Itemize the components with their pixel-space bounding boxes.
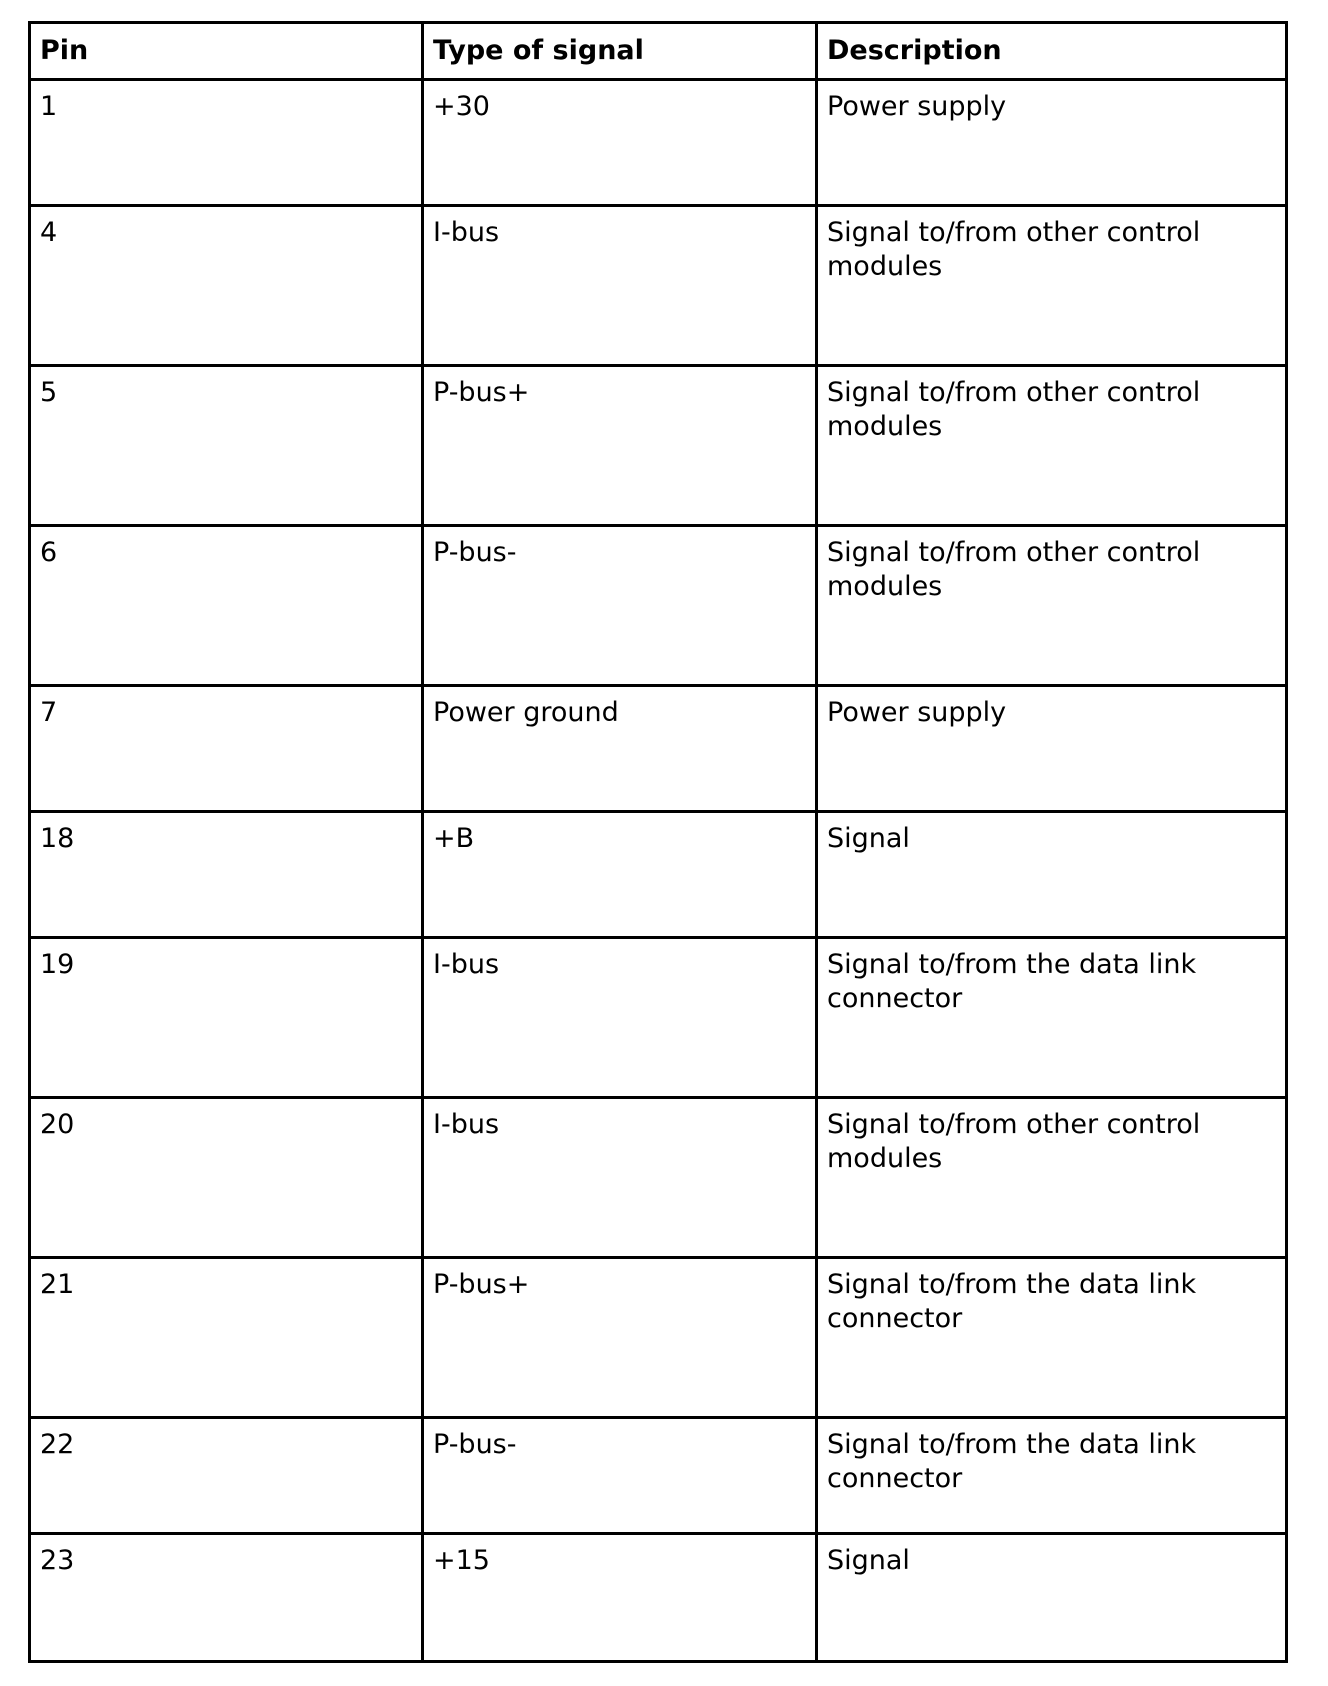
table-header: [30, 23, 1287, 80]
table-row: [30, 80, 1287, 206]
header-row: [30, 23, 1287, 80]
description-cell: Signal to/from other control modules: [817, 526, 1287, 686]
pin-cell: 20: [30, 1098, 423, 1258]
header-type-of-signal: Type of signal: [423, 23, 817, 80]
table-row: [30, 1534, 1287, 1662]
pin-cell: 5: [30, 366, 423, 526]
pin-cell: 18: [30, 812, 423, 938]
signal-type-cell: P-bus-: [423, 526, 817, 686]
pin-cell: 19: [30, 938, 423, 1098]
description-cell: Signal: [817, 1534, 1287, 1662]
signal-type-cell: +B: [423, 812, 817, 938]
description-cell: Signal to/from the data link connector: [817, 938, 1287, 1098]
description-cell: Signal: [817, 812, 1287, 938]
signal-type-cell: Power ground: [423, 686, 817, 812]
signal-type-cell: P-bus-: [423, 1418, 817, 1534]
table-row: [30, 1258, 1287, 1418]
table-row: [30, 366, 1287, 526]
pin-cell: 21: [30, 1258, 423, 1418]
signal-type-cell: I-bus: [423, 938, 817, 1098]
signal-type-cell: P-bus+: [423, 366, 817, 526]
description-cell: Signal to/from the data link connector: [817, 1258, 1287, 1418]
signal-type-cell: +15: [423, 1534, 817, 1662]
signal-type-cell: P-bus+: [423, 1258, 817, 1418]
description-cell: Signal to/from other control modules: [817, 1098, 1287, 1258]
pin-cell: 1: [30, 80, 423, 206]
table-row: [30, 206, 1287, 366]
description-cell: Power supply: [817, 686, 1287, 812]
table-row: [30, 526, 1287, 686]
signal-type-cell: I-bus: [423, 1098, 817, 1258]
signal-type-cell: I-bus: [423, 206, 817, 366]
table-row: [30, 686, 1287, 812]
description-cell: Power supply: [817, 80, 1287, 206]
description-cell: Signal to/from other control modules: [817, 206, 1287, 366]
table-body: [30, 80, 1287, 1662]
pin-cell: 4: [30, 206, 423, 366]
description-cell: Signal to/from other control modules: [817, 366, 1287, 526]
table-row: [30, 938, 1287, 1098]
pin-cell: 22: [30, 1418, 423, 1534]
header-pin: Pin: [30, 23, 423, 80]
pin-cell: 23: [30, 1534, 423, 1662]
table-row: [30, 1098, 1287, 1258]
pin-assignment-table: [28, 21, 1288, 1663]
header-description: Description: [817, 23, 1287, 80]
pin-cell: 6: [30, 526, 423, 686]
table-row: [30, 1418, 1287, 1534]
table-row: [30, 812, 1287, 938]
pin-cell: 7: [30, 686, 423, 812]
description-cell: Signal to/from the data link connector: [817, 1418, 1287, 1534]
signal-type-cell: +30: [423, 80, 817, 206]
